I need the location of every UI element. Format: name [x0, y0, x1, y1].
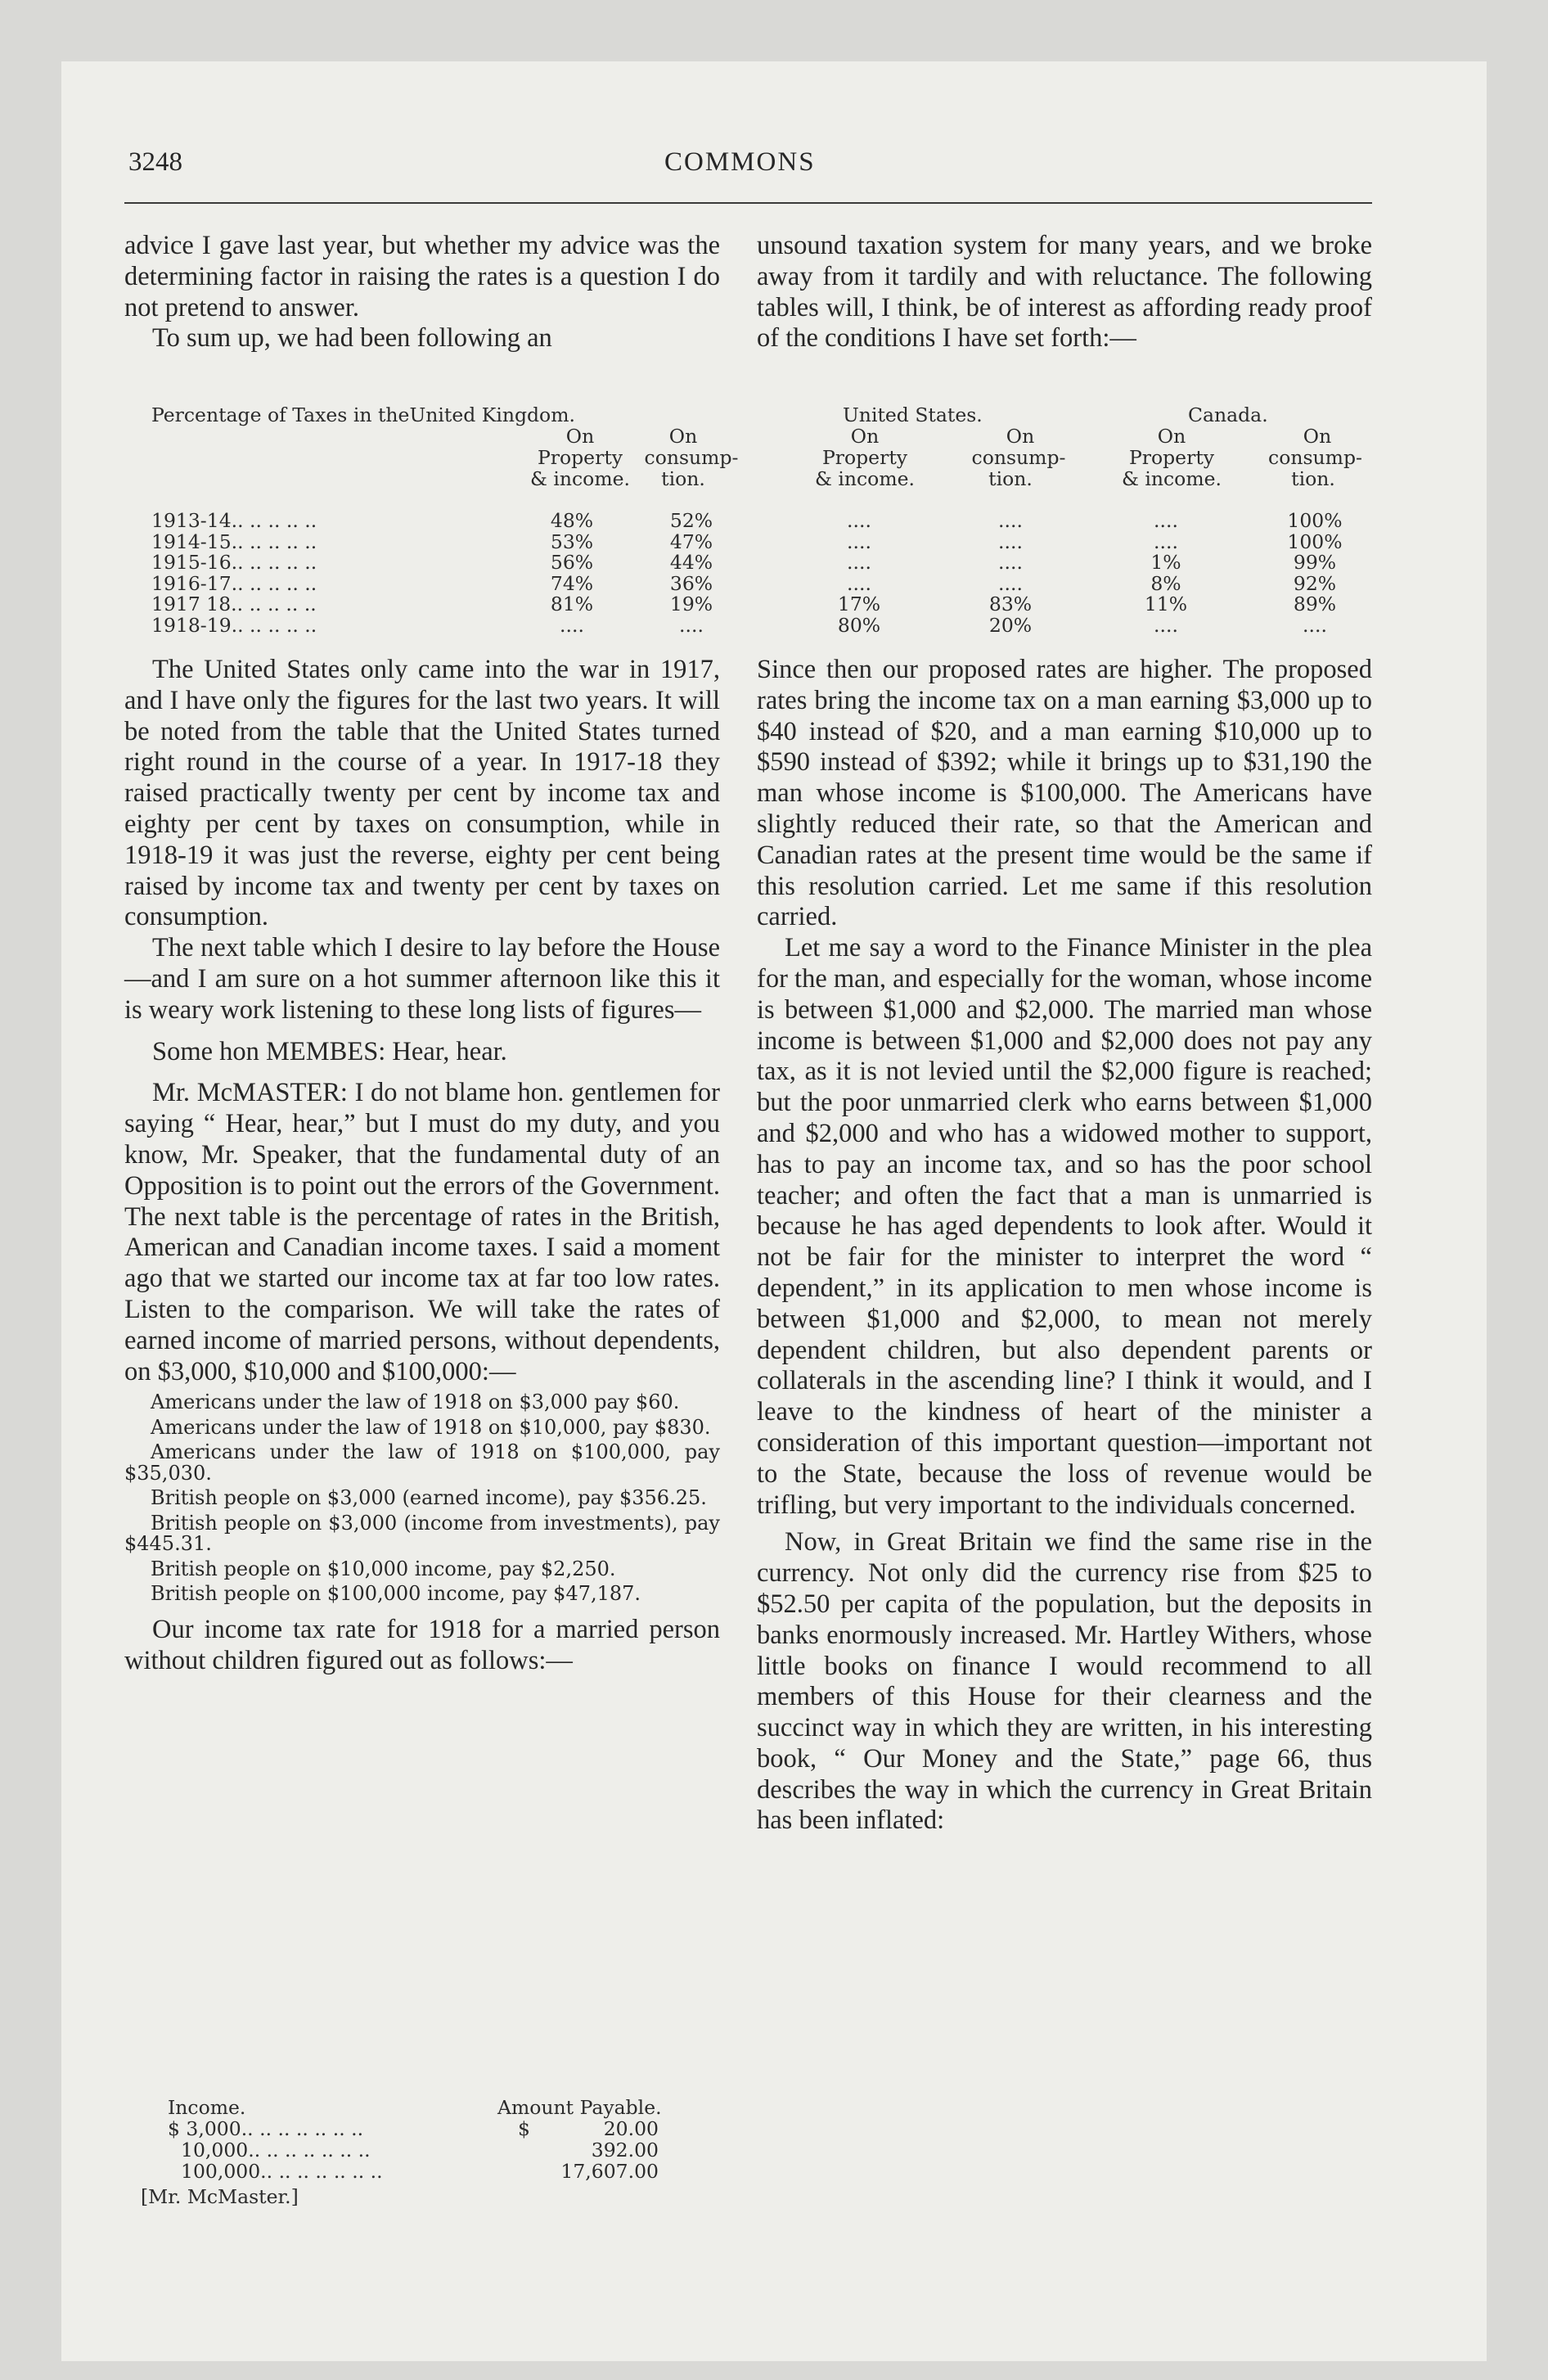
amount-cell: 17,607.00	[560, 2159, 659, 2183]
currency-symbol: $	[518, 2117, 530, 2140]
paragraph: Mr. McMASTER: I do not blame hon. gentlemen for saying “ Hear, hear,” but I must do my duty, and you know, Mr. Speaker, that the fundamental duty of an Opposition is to point out the errors of the Government. The next table is the percentage of rates in the British, American and Canadian income taxes. I said a moment ago that we started our income tax at far too low rates. Listen to the comparison. We will take the rates of earned income of married persons, without dependents, on $3,000, $10,000 and $100,000:—	[124, 1078, 720, 1386]
quote-item: British people on $3,000 (income from investments), pay $445.31.	[124, 1511, 720, 1556]
year-cell: 1916-17.. .. .. .. ..	[151, 571, 317, 595]
uk-consumption-cell: 47%	[669, 530, 713, 553]
uk-table-title: Percentage of Taxes in theUnited Kingdom.	[151, 403, 575, 426]
uk-consumption-cell: 44%	[669, 551, 713, 575]
uk-property-cell: 81%	[550, 593, 594, 616]
year-cell: 1917 18.. .. .. .. ..	[151, 593, 317, 616]
ca-consumption-cell: 92%	[1293, 571, 1337, 595]
ca-property-cell: ....	[1154, 509, 1178, 532]
ca-consumption-cell: 100%	[1287, 509, 1343, 532]
us-property-cell: ....	[847, 551, 871, 575]
year-cell: 1913-14.. .. .. .. ..	[151, 509, 317, 532]
ca-property-cell: ....	[1154, 614, 1178, 637]
us-consumption-cell: ....	[998, 551, 1023, 575]
paragraph: The United States only came into the war in 1917, and I have only the figures for the last two years. It will be noted from the table that the United States turned right round in the course of a year. In 1917-18 they raised practically twenty per cent by income tax and eighty per cent by taxes on consumption, while in 1918-19 it was just the reverse, eighty per cent being raised by income tax and twenty per cent by taxes on consumption.	[124, 655, 720, 932]
speaker-note: [Mr. McMaster.]	[141, 2185, 299, 2208]
quote-list	[124, 1392, 720, 1605]
col-head-income: & income.	[814, 467, 915, 490]
left-column-middle	[124, 655, 720, 1676]
quote-item: British people on $3,000 (earned income), pay $356.25.	[151, 1486, 707, 1510]
col-head-income: & income.	[529, 467, 630, 490]
paragraph: The next table which I desire to lay before the House—and I am sure on a hot summer afternoon like this it is weary work listening to these long lists of figures—	[124, 933, 720, 1025]
col-head-tion: tion.	[1291, 467, 1335, 490]
col-head-consump: consump-	[644, 446, 739, 469]
year-cell: 1918-19.. .. .. .. ..	[151, 614, 317, 637]
uk-property-cell: 74%	[550, 571, 594, 595]
col-head-property: Property	[537, 446, 623, 469]
uk-property-cell: 48%	[550, 509, 594, 532]
us-property-cell: ....	[847, 571, 871, 595]
ca-consumption-cell: 99%	[1293, 551, 1337, 575]
us-property-cell: 80%	[837, 614, 881, 637]
paragraph: unsound taxation system for many years, and we broke away from it tardily and with reluctance. The following tables will, I think, be of interest as affording ready proof of the conditions I have set forth:—	[757, 231, 1372, 354]
ca-consumption-cell: 100%	[1287, 530, 1343, 553]
col-head-on: On	[1303, 425, 1332, 448]
year-cell: 1914-15.. .. .. .. ..	[151, 530, 317, 553]
income-cell: 100,000.. .. .. .. .. .. ..	[181, 2159, 383, 2183]
us-consumption-cell: ....	[998, 509, 1023, 532]
col-head-property: Property	[821, 446, 908, 469]
uk-property-cell: 56%	[550, 551, 594, 575]
amount-cell: 20.00	[603, 2117, 659, 2140]
col-head-tion: tion.	[988, 467, 1033, 490]
year-cell: 1915-16.. .. .. .. ..	[151, 551, 317, 575]
right-column-body	[757, 655, 1372, 1837]
uk-property-cell: ....	[560, 614, 584, 637]
quote-item: Americans under the law of 1918 on $10,000, pay $830.	[151, 1415, 711, 1439]
page-number: 3248	[128, 147, 182, 177]
paragraph: To sum up, we had been following an	[152, 323, 552, 354]
col-head-consump: consump-	[1268, 446, 1362, 469]
col-head-on: On	[1157, 425, 1186, 448]
uk-property-cell: 53%	[550, 530, 594, 553]
quote-item: Americans under the law of 1918 on $3,000 pay $60.	[151, 1391, 680, 1414]
tax-percentage-table	[0, 0, 1548, 679]
income-head: Income.	[168, 2096, 246, 2119]
ca-property-cell: ....	[1154, 530, 1178, 553]
us-consumption-cell: 20%	[988, 614, 1033, 637]
ca-consumption-cell: 89%	[1293, 593, 1337, 616]
us-consumption-cell: ....	[998, 571, 1023, 595]
col-head-consump: consump-	[971, 446, 1066, 469]
uk-consumption-cell: 19%	[669, 593, 713, 616]
us-table-title: United States.	[843, 403, 983, 426]
col-head-tion: tion.	[661, 467, 705, 490]
page-header-title: COMMONS	[664, 147, 816, 177]
col-head-property: Property	[1128, 446, 1215, 469]
quote-item: Americans under the law of 1918 on $100,000, pay $35,030.	[124, 1440, 720, 1485]
us-consumption-cell: ....	[998, 530, 1023, 553]
quote-item: British people on $10,000 income, pay $2,250.	[151, 1557, 616, 1580]
paragraph: Since then our proposed rates are higher. The proposed rates bring the income tax on a man earning $3,000 up to $40 instead of $20, and a man earning $10,000 up to $590 instead of $392; while it brings up to $31,190 the man whose income is $100,000. The Americans have slightly reduced their rate, so that the American and Canadian rates at the present time would be the same if this resolution carried. Let me same if this resolution carried.	[757, 655, 1372, 932]
paragraph: Let me say a word to the Finance Minister in the plea for the man, and especially for the woman, whose income is between $1,000 and $2,000. The married man whose income is between $1,000 and $2,000 does not pay any tax, as it is not levied until the $2,000 figure is reached; but the poor unmarried clerk who earns between $1,000 and $2,000 and who has a widowed mother to support, has to pay an income tax, and so has the poor school teacher; and often the fact that a man is unmarried is because he has aged dependents to look after. Would it not be fair for the minister to interpret the word “ dependent,” in its application to men whose income is between $1,000 and $2,000, to mean not merely dependent children, but also dependent parents or collaterals in the ascending line? I think it would, and I leave to the kindness of heart of the minister a consideration of this important question—important not to the State, because the loss of revenue would be trifling, but very important to the individuals concerned.	[757, 933, 1372, 1520]
col-head-on: On	[565, 425, 595, 448]
col-head-on: On	[668, 425, 698, 448]
us-property-cell: ....	[847, 530, 871, 553]
ca-property-cell: 11%	[1144, 593, 1188, 616]
us-property-cell: 17%	[837, 593, 881, 616]
ca-property-cell: 1%	[1150, 551, 1181, 575]
uk-consumption-cell: 52%	[669, 509, 713, 532]
uk-consumption-cell: 36%	[669, 571, 713, 595]
interjection: Some hon MEMBES: Hear, hear.	[152, 1036, 507, 1066]
ca-property-cell: 8%	[1150, 571, 1181, 595]
ca-consumption-cell: ....	[1303, 614, 1327, 637]
col-head-on: On	[850, 425, 880, 448]
quote-item: British people on $100,000 income, pay $47,187.	[151, 1582, 641, 1606]
income-cell: 10,000.. .. .. .. .. .. ..	[181, 2138, 371, 2161]
canada-table-title: Canada.	[1188, 403, 1268, 426]
us-property-cell: ....	[847, 509, 871, 532]
amount-head: Amount Payable.	[497, 2096, 662, 2119]
amount-cell: 392.00	[591, 2138, 659, 2161]
paragraph: Our income tax rate for 1918 for a married person without children figured out as follows:—	[124, 1614, 720, 1675]
paragraph: Now, in Great Britain we find the same rise in the currency. Not only did the currency rise from $25 to $52.50 per capita of the population, but the deposits in banks enormously increased. Mr. Hartley Withers, whose little books on finance I would recommend to all members of this House for their clearness and the succinct way in which they are written, in his interesting book, “ Our Money and the State,” page 66, thus describes the way in which the currency in Great Britain has been inflated:	[757, 1527, 1372, 1836]
col-head-income: & income.	[1121, 467, 1222, 490]
uk-consumption-cell: ....	[679, 614, 704, 637]
paragraph: advice I gave last year, but whether my advice was the determining factor in raising the rates is a question I do not pretend to answer.	[124, 231, 720, 322]
us-consumption-cell: 83%	[988, 593, 1033, 616]
col-head-on: On	[1006, 425, 1035, 448]
income-cell: $ 3,000.. .. .. .. .. .. ..	[168, 2117, 364, 2140]
